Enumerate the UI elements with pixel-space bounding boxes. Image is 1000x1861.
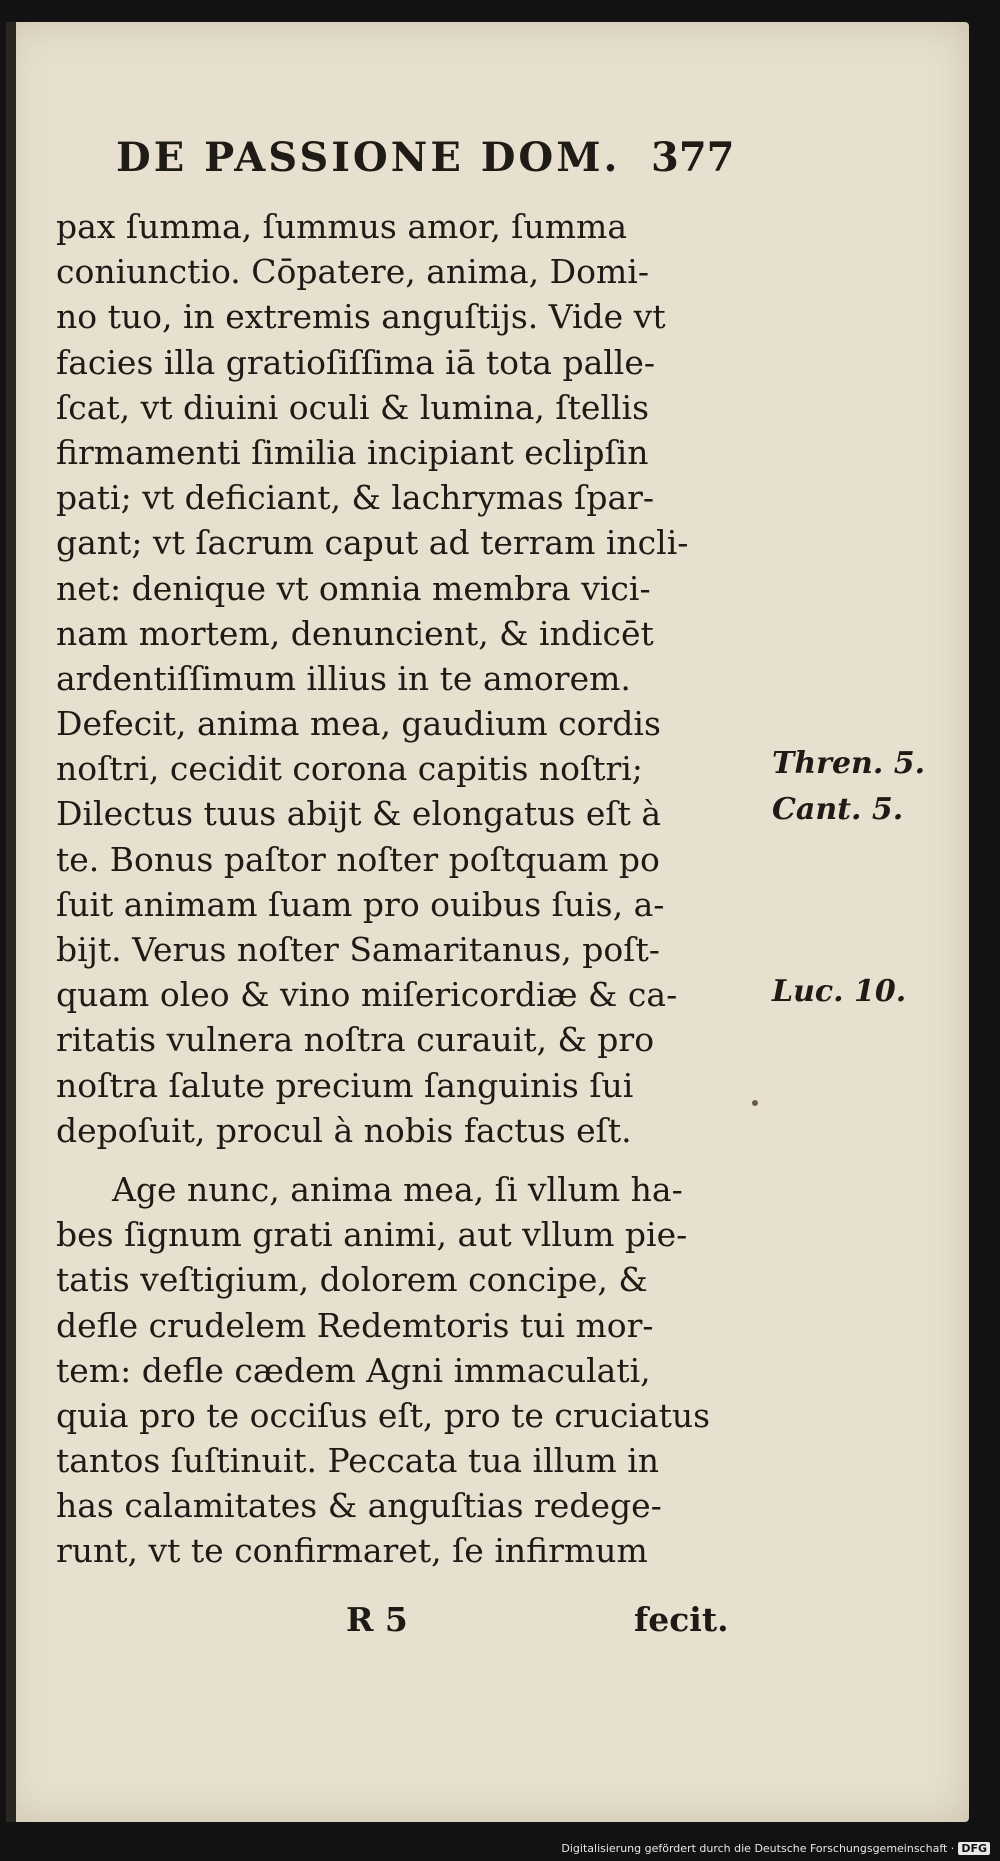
text-line: tantos ſuſtinuit. Peccata tua illum in <box>56 1441 660 1481</box>
catchword: fecit. <box>634 1600 729 1639</box>
book-page <box>6 22 969 1822</box>
page-footer <box>346 1600 746 1650</box>
text-line: tatis veſtigium, dolorem concipe, & <box>56 1260 648 1300</box>
text-line: ardentiſſimum illius in te amorem. <box>56 658 631 698</box>
margin-note-luke: Luc. 10. <box>772 974 907 1009</box>
running-header <box>116 134 735 184</box>
text-line: noſtri, cecidit corona capitis noſtri; <box>56 749 643 789</box>
signature-mark: R 5 <box>346 1600 408 1639</box>
text-line: pax ſumma, ſummus amor, ſumma <box>56 207 628 246</box>
text-line: ritatis vulnera noſtra curauit, & pro <box>56 1020 655 1060</box>
text-line: ſuit animam ſuam pro ouibus ſuis, a- <box>56 884 665 924</box>
text-line: net: denique vt omnia membra vici- <box>56 568 651 608</box>
margin-note-canticle: Cant. 5. <box>772 792 904 827</box>
text-line: Dilectus tuus abijt & elongatus eſt à <box>56 794 662 834</box>
text-line: Age nunc, anima mea, ſi vllum ha- <box>112 1169 683 1209</box>
text-line: firmamenti ſimilia incipiant eclipſin <box>56 432 649 472</box>
text-line: defle crudelem Redemtoris tui mor- <box>56 1305 654 1345</box>
digitization-credit <box>561 1842 990 1855</box>
text-line: depoſuit, procul à nobis factus eſt. <box>56 1110 632 1150</box>
text-line: runt, vt te confirmaret, ſe infirmum <box>56 1531 648 1571</box>
text-line: coniunctio. Cōpatere, anima, Domi- <box>56 252 649 292</box>
ink-speck <box>752 1100 758 1106</box>
text-line: noſtra ſalute precium ſanguinis ſui <box>56 1065 634 1105</box>
body-text <box>56 204 926 1574</box>
running-title: DE PASSIONE DOM. <box>116 134 621 181</box>
dfg-logo: DFG <box>958 1842 990 1855</box>
text-line: Defecit, anima mea, gaudium cordis <box>56 704 661 744</box>
text-line: gant; vt ſacrum caput ad terram incli- <box>56 523 689 563</box>
page-number: 377 <box>651 134 735 181</box>
text-line: te. Bonus paſtor noſter poſtquam po <box>56 839 660 879</box>
text-line: bijt. Verus noſter Samaritanus, poſt- <box>56 930 660 969</box>
text-line: has calamitates & anguſtias redege- <box>56 1486 662 1526</box>
margin-note-threnody: Thren. 5. <box>772 746 926 781</box>
text-line: bes ſignum grati animi, aut vllum pie- <box>56 1215 688 1255</box>
text-line: tem: defle cædem Agni immaculati, <box>56 1350 651 1390</box>
text-line: quia pro te occiſus eſt, pro te cruciatus <box>56 1395 711 1435</box>
margin-notes <box>772 204 932 1204</box>
credit-text: Digitalisierung gefördert durch die Deutsche Forschungsgemeinschaft · <box>561 1842 955 1855</box>
text-line: no tuo, in extremis anguſtijs. Vide vt <box>56 297 666 337</box>
book-spine-edge <box>6 22 16 1822</box>
text-line: nam mortem, denuncient, & indicēt <box>56 613 654 653</box>
text-line: ſcat, vt diuini oculi & lumina, ſtellis <box>56 387 650 427</box>
text-line: facies illa gratioſiſſima iā tota palle- <box>56 342 656 382</box>
text-line: pati; vt deficiant, & lachrymas ſpar- <box>56 478 655 518</box>
text-line: quam oleo & vino miſericordiæ & ca- <box>56 975 678 1015</box>
